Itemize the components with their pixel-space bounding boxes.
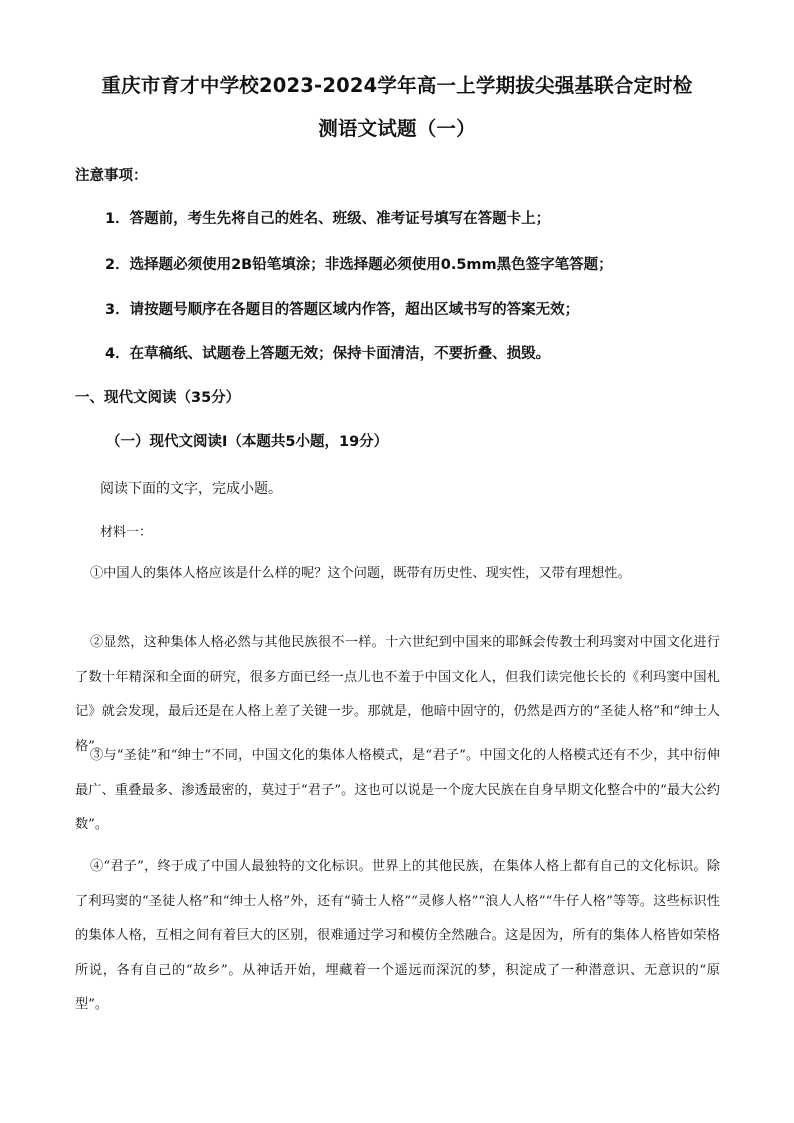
- reading-instruction: 阅读下面的文字，完成小题。: [100, 481, 282, 497]
- subsection-heading: （一）现代文阅读Ⅰ（本题共5小题，19分）: [106, 434, 389, 450]
- paragraph-4: ④“君子”，终于成了中国人最独特的文化标识。世界上的其他民族，在集体人格上都有自己的文化标识。除了利玛窦的“圣徒人格”和“绅士人格”外，还有“骑士人格”“灵修人格”“浪人人格”“牛仔人格”等等。这些标识性的集体人格，互相之间有着巨大的区别，很难通过学习和模仿全然融合。这是因为，所有的集体人格皆如荣格所说，各有自己的“故乡”。从神话开始，埋藏着一个遥远而深沉的梦，积淀成了一种潜意识、无意识的“原型”。: [75, 859, 720, 1012]
- notice-item-3: 3．请按题号顺序在各题目的答题区域内作答，超出区域书写的答案无效；: [105, 302, 580, 318]
- document-title-line-1: 重庆市育才中学校2023-2024学年高一上学期拔尖强基联合定时检: [101, 74, 693, 97]
- document-title-line-2: 测语文试题（一）: [318, 117, 476, 140]
- material-label: 材料一：: [100, 525, 153, 540]
- paragraph-2: ②显然，这种集体人格必然与其他民族很不一样。十六世纪到中国来的耶稣会传教士利玛窦对中国文化进行了数十年精深和全面的研究，很多方面已经一点儿也不羞于中国文化人，但我们读完他长长的《利玛窦中国札记》就会发现，最后还是在人格上差了关键一步。那就是，他暗中固守的，仍然是西方的“圣徒人格”和“绅士人格”。: [75, 635, 720, 754]
- notice-item-2: 2．选择题必须使用2B铅笔填涂；非选择题必须使用0.5mm黑色签字笔答题；: [105, 257, 613, 273]
- paragraph-3: ③与“圣徒”和“绅士”不同，中国文化的集体人格模式，是“君子”。中国文化的人格模式还有不少，其中衍伸最广、重叠最多、渗透最密的，莫过于“君子”。这也可以说是一个庞大民族在自身早期文化整合中的“最大公约数”。: [75, 748, 720, 832]
- paragraph-1: ①中国人的集体人格应该是什么样的呢？这个问题，既带有历史性、现实性，又带有理想性。: [90, 566, 631, 581]
- notice-item-1: 1．答题前，考生先将自己的姓名、班级、准考证号填写在答题卡上；: [105, 211, 551, 227]
- notice-heading: 注意事项：: [75, 168, 148, 184]
- section-heading: 一、现代文阅读（35分）: [75, 390, 241, 406]
- notice-item-4: 4．在草稿纸、试题卷上答题无效；保持卡面清洁，不要折叠、损毁。: [105, 346, 551, 362]
